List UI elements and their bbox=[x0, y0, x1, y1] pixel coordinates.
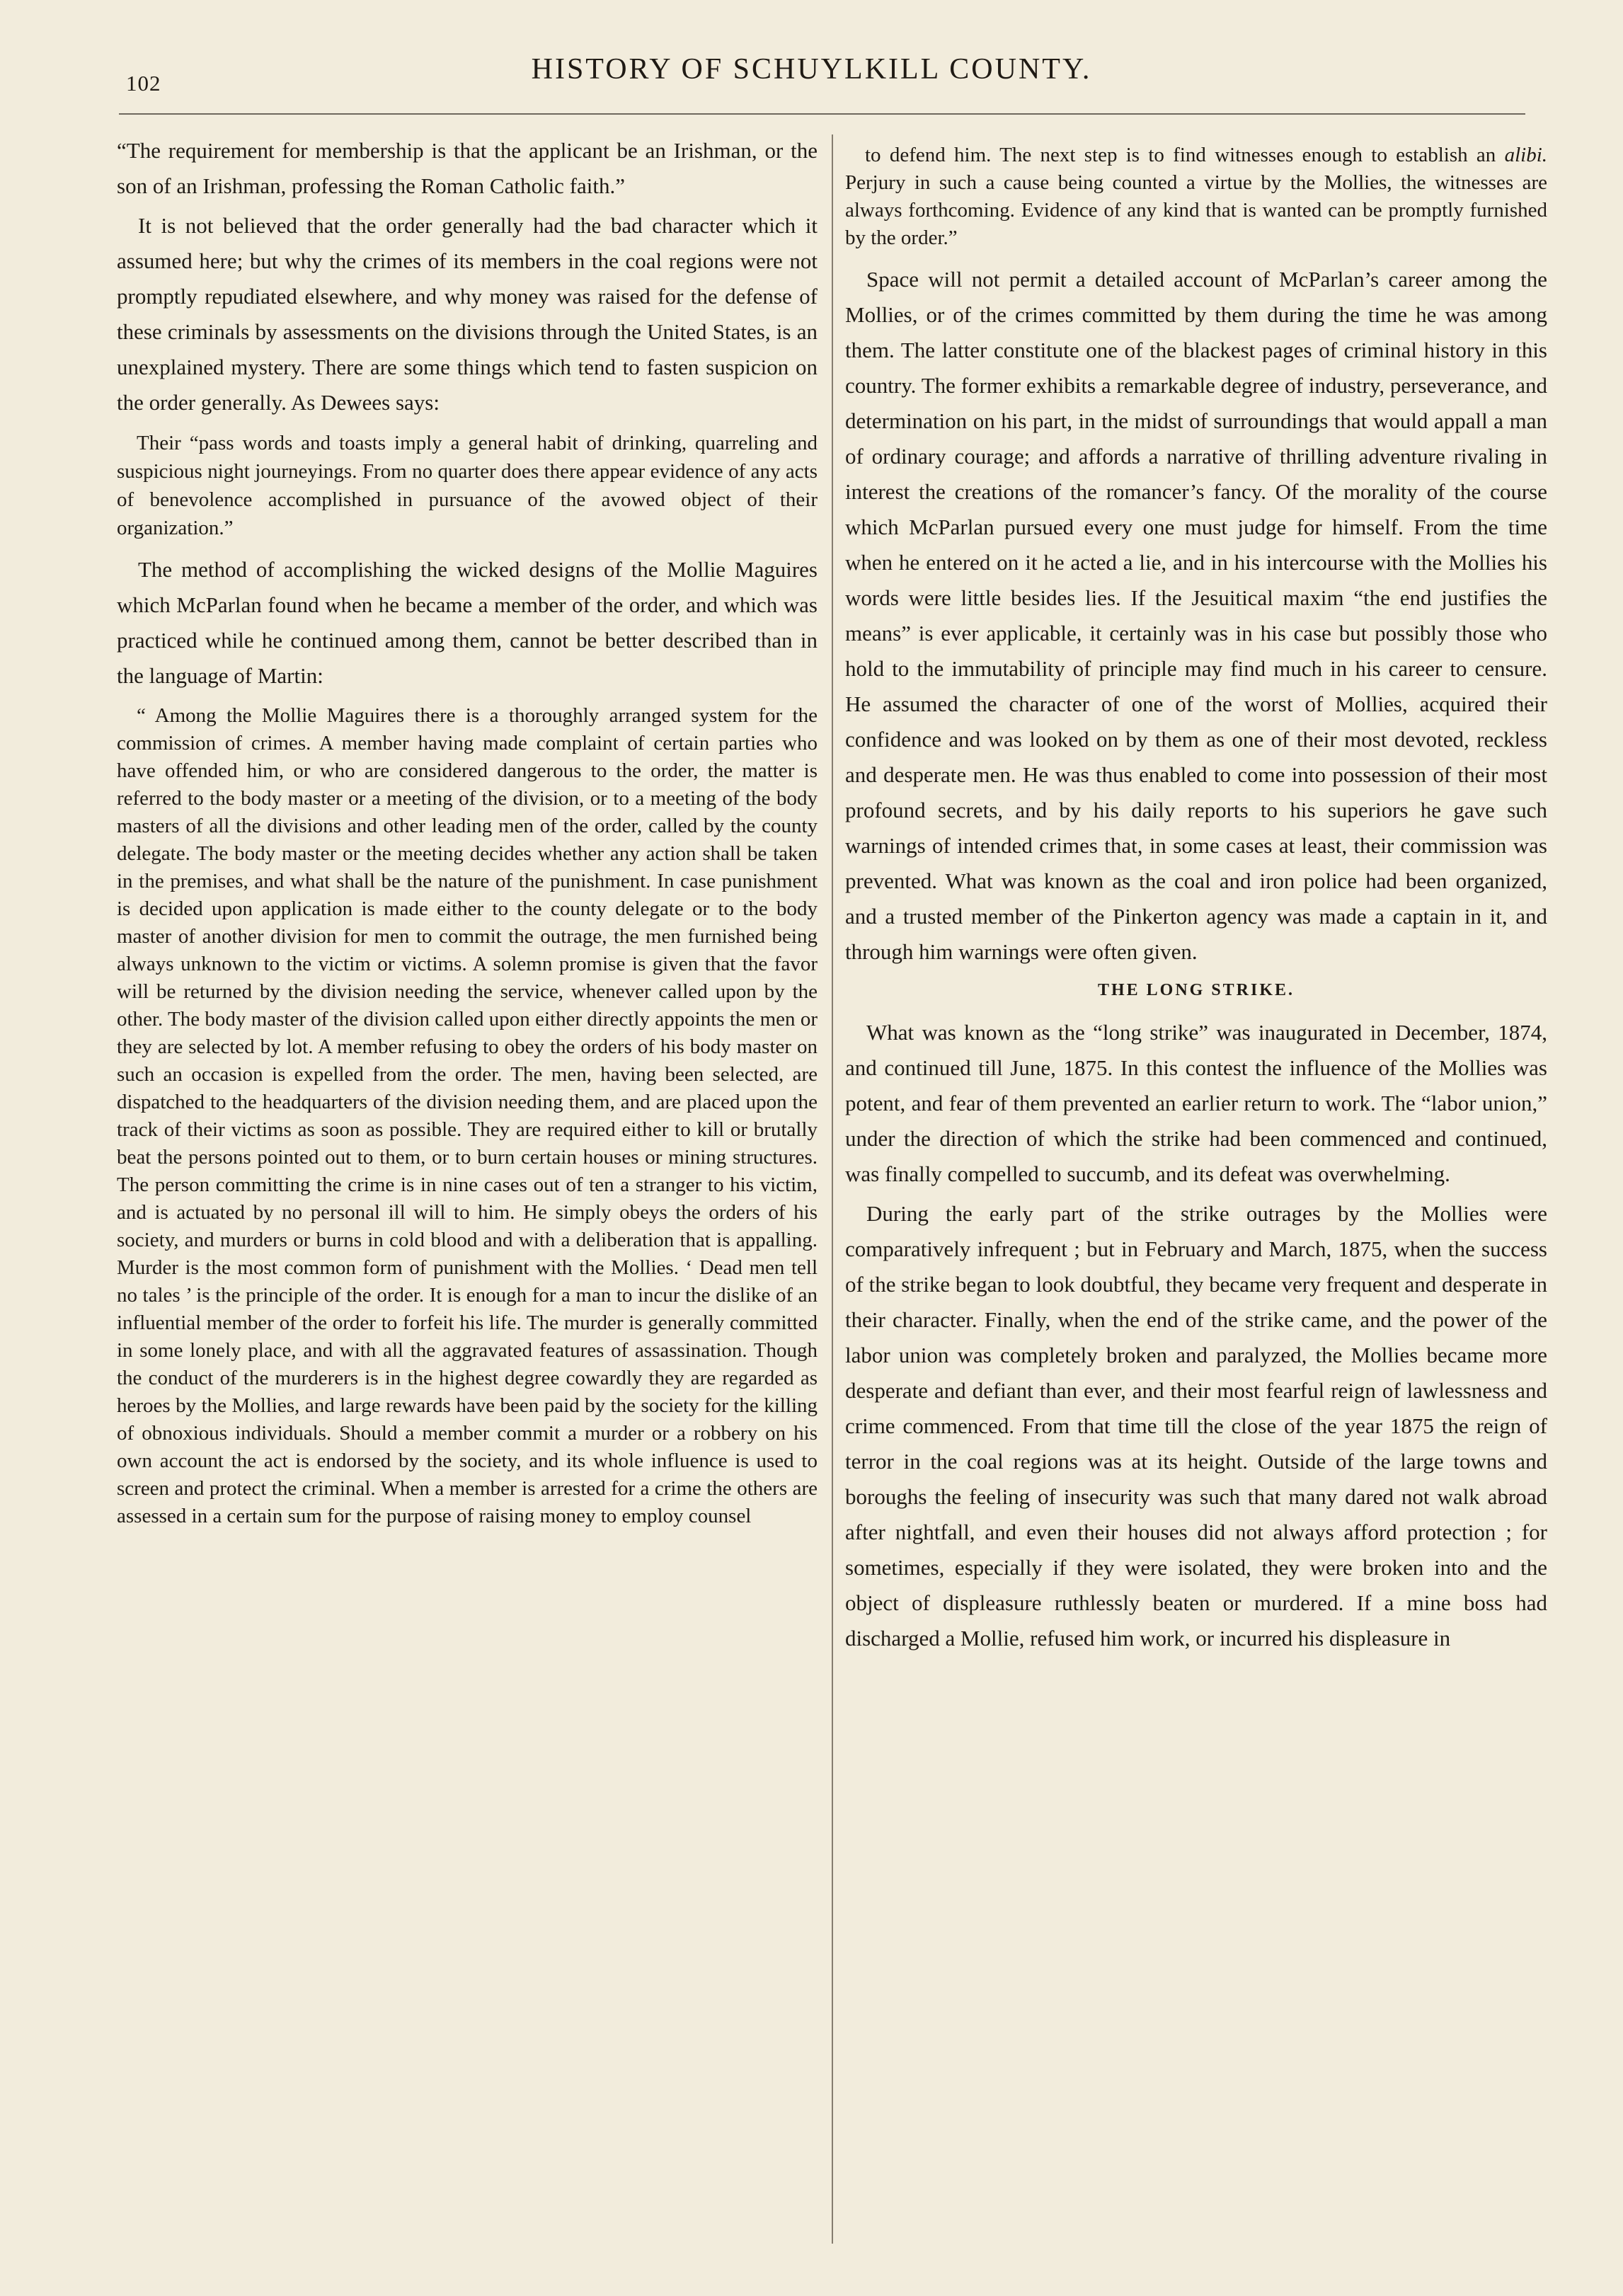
mcparlan-career-paragraph: Space will not permit a detailed account of McParlan’s career among the Mollies, or of the crimes committed by them during the time he was among them. The latter constitute one of the blackest pages of criminal history in this country. The former exhibits a remarkable degree of industry, perseverance, and determination on his part, in the midst of surroundings that would appall a man of ordinary courage; and affords a narrative of thrilling adventure rivaling in interest the creations of the romancer’s fancy. Of the morality of the course which McParlan pursued every one must judge for himself. From the time when he entered on it he acted a lie, and in his intercourse with the Mollies his words were little besides lies. If the Jesuitical maxim “the end justifies the means” is ever applicable, it certainly was in his case but possibly those who hold to the immutability of principle may find much in his career to censure. He assumed the character of one of the worst of Mollies, acquired their confidence and was looked on by them as one of their most devoted, reckless and desperate men. He was thus enabled to come into possession of their most profound secrets, and by his daily reports to his superiors he gave such warnings of intended crimes that, in some cases at least, their commission was prevented. What was known as the coal and iron police had been organized, and a trusted member of the Pinkerton agency was made a captain in it, and through him warnings were often given. bbox=[845, 267, 1547, 964]
martin-quote-continued bbox=[845, 142, 1547, 252]
order-character-paragraph: It is not believed that the order generally had the bad character which it assumed here; but why the crimes of its members in the coal regions were not promptly repudiated elsewhere, and why money was raised for the defense of these criminals by assessments on the divisions through the United States, is an unexplained mystery. There are some things which tend to fasten suspicion on the order generally. As Dewees says: bbox=[117, 213, 818, 415]
membership-requirement-paragraph: “The requirement for membership is that the applicant be an Irishman, or the son of an Irishman, professing the Roman Catholic faith.” bbox=[117, 138, 818, 198]
left-column bbox=[117, 133, 818, 2255]
dewees-quote: Their “pass words and toasts imply a general habit of drinking, quarreling and suspicious night journeyings. From no quarter does there appear evidence of any acts of benevolence accomplished in pursuance of the avowed object of their organization.” bbox=[117, 432, 818, 539]
page-header bbox=[0, 52, 1623, 102]
quote-continued-after-italic: Perjury in such a cause being counted a virtue by the Mollies, the witnesses are always forthcoming. Evidence of any kind that is wanted can be promptly furnished by the order.” bbox=[845, 171, 1547, 249]
section-heading-long-strike: THE LONG STRIKE. bbox=[1097, 981, 1295, 999]
running-title: HISTORY OF SCHUYLKILL COUNTY. bbox=[531, 53, 1092, 86]
strike-outrages-paragraph: During the early part of the strike outrages by the Mollies were comparatively infrequent ; but in February and March, 1875, when the success of the strike began to look doubtful, they became very frequent and desperate in their character. Finally, when the end of the strike came, and the power of the labor union was completely broken and paralyzed, the Mollies became more desperate and defiant than ever, and their most fearful reign of lawlessness and crime commenced. From that time till the close of the year 1875 the reign of terror in the coal regions was at its height. Outside of the large towns and boroughs the feeling of insecurity was such that many dared not walk abroad after nightfall, and even their houses did not always afford protection ; for sometimes, especially if they were isolated, they were broken into and the object of displeasure ruthlessly beaten or murdered. If a mine boss had discharged a Mollie, refused him work, or incurred his displeasure in bbox=[845, 1201, 1547, 1651]
method-paragraph: The method of accomplishing the wicked designs of the Mollie Maguires which McParlan found when he became a member of the order, and which was practiced while he continued among them, cannot be better described than in the language of Martin: bbox=[117, 557, 818, 688]
page-number: 102 bbox=[126, 71, 161, 96]
right-column bbox=[845, 133, 1547, 2255]
header-rule bbox=[119, 113, 1525, 115]
quote-continued-before-italic: to defend him. The next step is to find witnesses enough to establish an bbox=[865, 144, 1496, 166]
martin-quote: “ Among the Mollie Maguires there is a thoroughly arranged system for the commission of crimes. A member having made complaint of certain parties who have offended him, or who are considered dangerous to the order, the matter is referred to the body master or a meeting of the division, or to a meeting of the body masters of all the divisions and other leading men of the order, called by the county delegate. The body master or the meeting decides whether any action shall be taken in the premises, and what shall be the nature of the punishment. In case punishment is decided upon application is made either to the county delegate or to the body master of another division for men to commit the outrage, the men furnished being always unknown to the victim or victims. A solemn promise is given that the favor will be returned by the division needing the service, whenever called upon by the other. The body master of the division called upon either directly appoints the men or they are selected by lot. A member refusing to obey the orders of his body master on such an occasion is expelled from the order. The men, having been selected, are dispatched to the headquarters of the division needing them, and are placed upon the track of their victims as soon as possible. They are required either to kill or brutally beat the persons pointed out to them, or to burn certain houses or mining structures. The person committing the crime is in nine cases out of ten a stranger to his victim, and is actuated by no personal ill will to him. He simply obeys the orders of his society, and murders or burns in cold blood and with a deliberation that is appalling. Murder is the most common form of punishment with the Mollies. ‘ Dead men tell no tales ’ is the principle of the order. It is enough for a man to incur the dislike of an influential member of the order to forfeit his life. The murder is generally committed in some lonely place, and with all the aggravated features of assassination. Though the conduct of the murderers is in the highest degree cowardly they are regarded as heroes by the Mollies, and large rewards have been paid by the society for the killing of obnoxious individuals. Should a member commit a murder or a robbery on his own account the act is endorsed by the society, and its whole influence is used to screen and protect the criminal. When a member is arrested for a crime the others are assessed in a certain sum for the purpose of raising money to employ counsel bbox=[117, 704, 818, 1527]
alibi-italic: alibi. bbox=[1504, 144, 1548, 166]
column-divider bbox=[832, 134, 833, 2244]
long-strike-paragraph: What was known as the “long strike” was inaugurated in December, 1874, and continued till June, 1875. In this contest the influence of the Mollies was potent, and fear of them prevented an earlier return to work. The “labor union,” under the direction of which the strike had been commenced and continued, was finally compelled to succumb, and its defeat was overwhelming. bbox=[845, 1020, 1547, 1186]
